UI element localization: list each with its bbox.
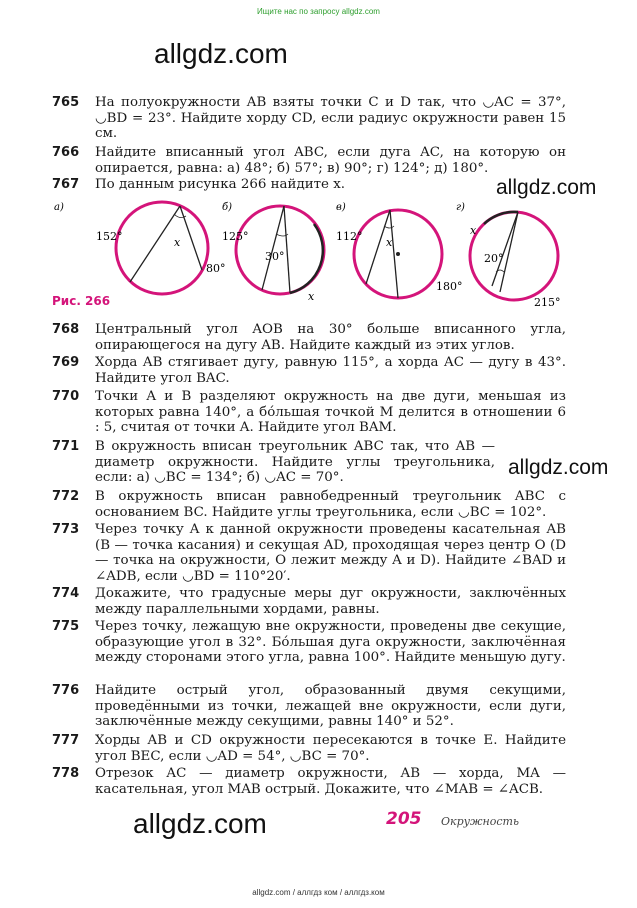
arc-label: 80° (206, 262, 226, 275)
problem-number: 772 (52, 489, 80, 504)
problem-769 (52, 355, 566, 386)
problem-765 (52, 95, 566, 142)
problem-778 (52, 766, 566, 797)
problem-number: 770 (52, 389, 80, 404)
arc-label: 112° (336, 230, 363, 243)
problem-text: Хорды AB и CD окружности пересекаются в точке E. Найдите угол BEC, если ◡AD = 54°, ◡BC = 70°. (95, 733, 566, 764)
problem-text: На полуокружности AB взяты точки C и D так, что ◡AC = 37°, ◡BD = 23°. Найдите хорду CD, если радиус окружности равен 15 см. (95, 95, 566, 142)
problem-text: Центральный угол AOB на 30° больше вписанного угла, опирающегося на дугу AB. Найдите каждый из этих углов. (95, 322, 566, 353)
angle-label: x (386, 236, 393, 249)
problem-text: Хорда AB стягивает дугу, равную 115°, а хорда AC — дугу в 43°. Найдите угол BAC. (95, 355, 566, 386)
figure-266 (52, 196, 572, 312)
panel-letter: в) (336, 202, 346, 213)
problem-number: 776 (52, 683, 80, 698)
watermark-2: allgdz.com (496, 176, 597, 199)
figure-caption: Рис. 266 (52, 294, 111, 308)
problem-text: По данным рисунка 266 найдите x. (95, 177, 346, 192)
panel-a (54, 202, 226, 294)
problem-number: 778 (52, 766, 80, 781)
problem-number: 771 (52, 439, 80, 454)
problem-774 (52, 586, 566, 617)
problem-768 (52, 322, 566, 353)
problem-number: 777 (52, 733, 80, 748)
arc-label: x (470, 224, 477, 237)
angle-label: 20° (484, 252, 504, 265)
problem-number: 766 (52, 145, 80, 160)
angle-label: 30° (265, 250, 285, 263)
problem-text: В окружность вписан равнобедренный треугольник ABC с основанием BC. Найдите углы треугольника, если ◡BC = 102°. (95, 489, 566, 520)
problem-text: Через точку A к данной окружности проведены касательная AB (B — точка касания) и секущая AD, проходящая через центр O (D — точка на окружности, O лежит между A и D). Найдите ∠BAD и ∠ADB, если ◡BD = 110°20′. (95, 522, 566, 584)
problem-number: 769 (52, 355, 80, 370)
panel-b (222, 202, 324, 303)
panel-d (456, 202, 561, 309)
problem-text: Отрезок AC — диаметр окружности, AB — хорда, MA — касательная, угол MAB острый. Докажите, что ∠MAB = ∠ACB. (95, 766, 566, 797)
problem-text: В окружность вписан треугольник ABC так, что AB — диаметр окружности. Найдите углы треугольника, если: а) ◡BC = 134°; б) ◡AC = 70°. (95, 439, 495, 486)
problem-text: Найдите вписанный угол ABC, если дуга AC, на которую он опирается, равна: а) 48°; б) 57°; в) 90°; г) 124°; д) 180°. (95, 145, 566, 176)
problem-766 (52, 145, 566, 176)
problem-text: Докажите, что градусные меры дуг окружности, заключённых между параллельными хордами, равны. (95, 586, 566, 617)
problem-number: 774 (52, 586, 80, 601)
problem-number: 768 (52, 322, 80, 337)
problem-number: 775 (52, 619, 80, 634)
arc-label: x (308, 290, 315, 303)
panel-letter: а) (54, 202, 64, 213)
problem-number: 765 (52, 95, 80, 110)
problem-777 (52, 733, 566, 764)
bottom-note: allgdz.com / аллгдз ком / аллгдз.ком (252, 888, 385, 897)
watermark-1: allgdz.com (154, 38, 288, 69)
top-search-note: Ищите нас по запросу allgdz.com (257, 7, 380, 16)
panel-c (336, 202, 463, 298)
problem-772 (52, 489, 566, 520)
page-topic: Окружность (441, 815, 519, 828)
problem-771 (52, 439, 566, 486)
problem-767 (52, 177, 566, 193)
problem-number: 773 (52, 522, 80, 537)
problem-776 (52, 683, 566, 730)
arc-label: 180° (436, 280, 463, 293)
problem-773 (52, 522, 566, 584)
angle-label: x (174, 236, 181, 249)
problem-number: 767 (52, 177, 80, 192)
arc-label: 152° (96, 230, 123, 243)
arc-label: 215° (534, 296, 561, 309)
problem-text: Найдите острый угол, образованный двумя секущими, проведёнными из точки, лежащей вне окружности, если дуги, заключённые между секущими, равны 140° и 52°. (95, 683, 566, 730)
watermark-4: allgdz.com (133, 808, 267, 839)
watermark-3: allgdz.com (508, 456, 609, 479)
problem-text: Точки A и B разделяют окружность на две дуги, меньшая из которых равна 140°, а бо́льшая точкой M делится в отношении 6 : 5, считая от точки A. Найдите угол BAM. (95, 389, 566, 436)
problem-text: Через точку, лежащую вне окружности, проведены две секущие, образующие угол в 32°. Бо́льшая дуга окружности, заключённая между сторонами этого угла, равна 100°. Найдите меньшую дугу. (95, 619, 566, 666)
arc-label: 125° (222, 230, 249, 243)
panel-letter: г) (456, 202, 465, 213)
page-number: 205 (386, 809, 422, 829)
problem-775 (52, 619, 566, 666)
panel-letter: б) (222, 202, 233, 213)
problem-770 (52, 389, 566, 436)
